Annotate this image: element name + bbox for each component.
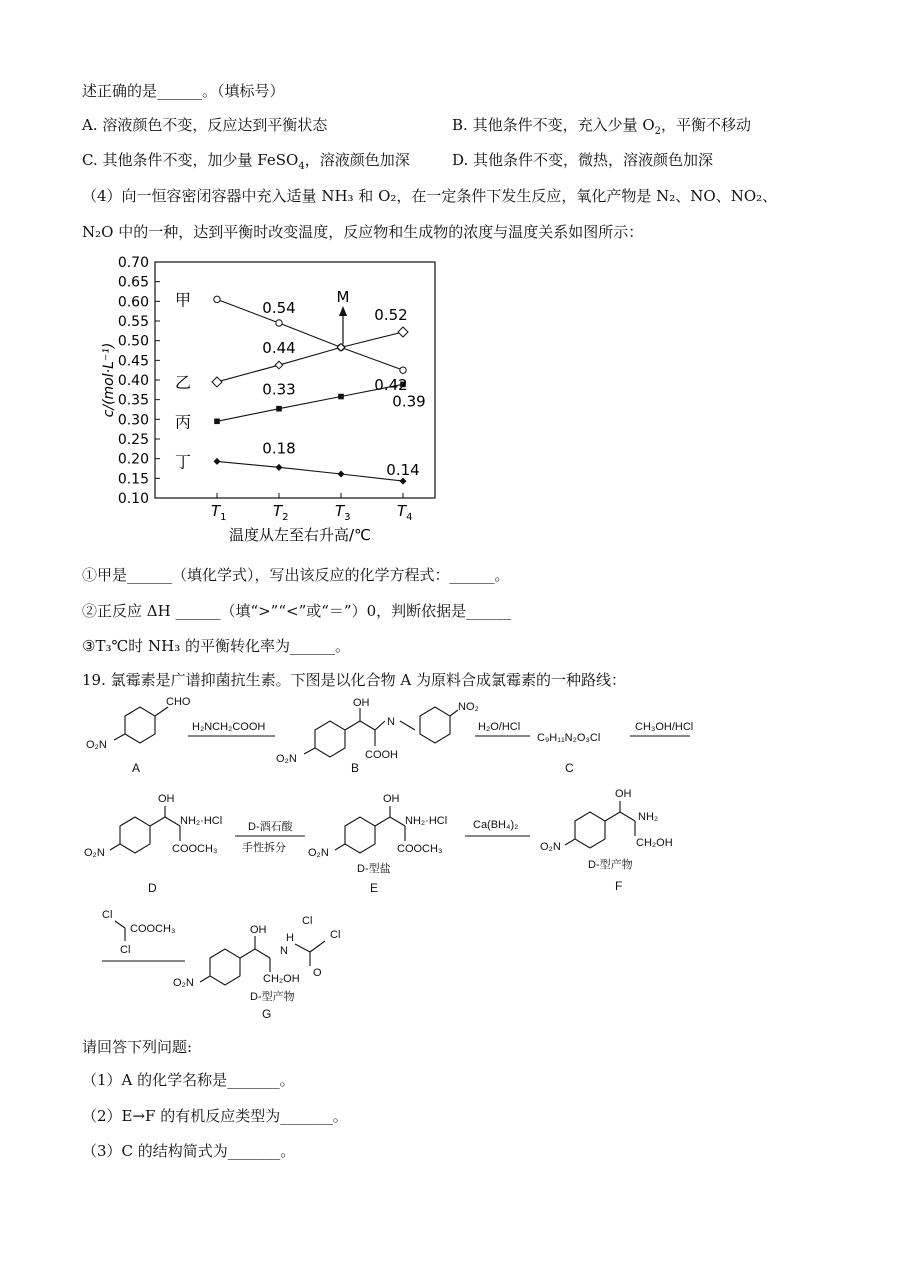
group-label: NO₂ [458,701,479,713]
series-name-label: 甲 [174,290,191,310]
data-label: 0.14 [386,461,420,480]
q19-part1: （1）A 的化学名称是_______。 [82,1071,295,1089]
group-label: OH [250,924,267,936]
compound-label-c: C [565,761,574,775]
q19-part2: （2）E→F 的有机反应类型为_______。 [82,1107,348,1125]
option-text: 其他条件不变，加少量 FeSO [102,151,299,169]
option-letter: A. [82,116,98,134]
group-label: NH₂ [638,811,659,823]
reagent-label: 手性拆分 [242,842,286,854]
group-label: O [313,967,322,979]
q19-stem: 19. 氯霉素是广谱抑菌抗生素。下图是以化合物 A 为原料合成氯霉素的一种路线： [82,671,626,689]
group-label: O₂N [276,753,297,765]
part4-line2: N₂O 中的一种，达到平衡时改变温度，反应物和生成物的浓度与温度关系如图所示： [82,223,644,241]
data-point [214,296,220,302]
option-text: ，平衡不移动 [661,116,752,134]
option-b [452,114,751,137]
answer-prompt: 请回答下列问题: [82,1038,193,1056]
subscript: 2 [654,126,662,137]
group-label: Cl [330,929,341,941]
group-label: OH [158,793,175,805]
data-point [337,344,345,352]
y-axis-ticks [118,255,160,507]
group-label: O₂N [86,739,107,751]
group-label: N [280,945,288,957]
y-tick-label: 0.45 [117,353,149,370]
y-tick-label: 0.65 [117,274,149,291]
group-label: COOCH₃ [130,923,176,935]
data-point [400,367,406,373]
compound-label-g: G [262,1007,272,1021]
compound-f-structure [565,801,635,848]
x-tick-label: $T_4$ [397,502,413,523]
group-label: O₂N [173,977,194,989]
compound-label-f: F [615,879,623,893]
y-tick-label: 0.50 [117,333,149,350]
y-tick-label: 0.15 [117,471,149,488]
reagent-label: H₂O/HCl [478,721,521,733]
group-label: Cl [120,944,131,956]
y-tick-label: 0.60 [117,294,149,311]
y-tick-label: 0.30 [117,412,149,429]
compound-sublabel-g: D-型产物 [250,991,295,1003]
data-point [276,464,283,471]
data-label: 0.39 [392,392,426,411]
series-name-label: 丁 [174,452,191,472]
data-point [275,361,283,369]
group-label: Cl [102,909,113,921]
option-text: 其他条件不变，微热，溶液颜色加深 [473,151,714,169]
group-label: O₂N [540,841,561,853]
sub-question-1: ①甲是______（填化学式），写出该反应的化学方程式：______。 [82,566,510,584]
reagent-label: Ca(BH₄)₂ [473,819,519,831]
data-point [214,419,220,425]
y-tick-label: 0.25 [117,432,149,448]
group-label: OH [615,788,632,800]
x-tick-label: $T_1$ [211,502,227,523]
option-text: 其他条件不变，充入少量 O [472,116,655,134]
synthesis-scheme [80,696,700,1026]
data-point [214,458,221,465]
data-label: 0.44 [262,339,296,358]
y-tick-label: 0.20 [117,451,149,468]
sub-question-2: ②正反应 ΔH ______（填“>”“<”或“＝”）0，判断依据是______ [82,602,512,620]
group-label: COOCH₃ [172,843,218,855]
data-label: 0.54 [262,298,296,317]
data-point [338,471,345,478]
q18-stem-end: 述正确的是______。（填标号） [82,82,285,100]
x-axis-label: 温度从左至右升高/℃ [229,526,371,544]
y-tick-label: 0.70 [117,255,149,271]
y-tick-label: 0.55 [117,314,149,330]
data-point [276,320,282,326]
group-label: O₂N [308,847,329,859]
group-label: NH₂·HCl [180,815,223,827]
data-label: 0.18 [262,439,296,458]
formula-c: C₉H₁₁N₂O₃Cl [537,732,601,744]
concentration-temperature-chart [95,250,455,550]
option-d [452,149,713,170]
option-letter: C. [82,151,98,169]
reagent-label: H₂NCH₂COOH [192,721,266,733]
group-label: COOH [365,749,398,761]
compound-e-structure [335,806,405,853]
compound-label-a: A [132,761,141,775]
group-label: O₂N [84,847,105,859]
compound-label-d: D [148,881,157,895]
y-tick-label: 0.10 [117,491,149,507]
data-point [276,406,282,412]
reagent-g-structure [115,921,125,941]
subscript: 4 [298,161,305,172]
group-label: CHO [166,696,191,708]
group-label: NH₂·HCl [405,815,448,827]
group-label: N [387,716,395,728]
data-label: 0.52 [374,306,408,325]
option-letter: D. [452,151,469,169]
data-label: 0.33 [262,380,296,399]
point-m-arrow [337,288,350,344]
data-point [398,327,408,337]
series-line [217,332,403,382]
y-axis-label: c/(mol·L⁻¹) [101,342,117,418]
series-line [217,461,403,481]
y-tick-label: 0.40 [117,373,149,389]
group-label: OH [383,793,400,805]
data-point [338,394,344,400]
group-label: Cl [302,915,313,927]
compound-label-e: E [370,881,379,895]
option-a [82,114,327,135]
data-point [212,377,222,387]
group-label: OH [353,697,370,709]
option-letter: B. [452,116,468,134]
q19-part3: （3）C 的结构简式为_______。 [82,1142,296,1160]
group-label: CH₂OH [263,973,300,985]
reagent-label: D-酒石酸 [248,821,293,833]
x-tick-label: $T_3$ [335,502,351,523]
group-label: H [286,932,294,944]
compound-d-structure [110,806,180,853]
series-name-label: 丙 [174,412,191,432]
compound-sublabel-f: D-型产物 [588,859,633,871]
group-label: COOCH₃ [397,843,443,855]
part4-line1: （4）向一恒容密闭容器中充入适量 NH₃ 和 O₂，在一定条件下发生反应，氧化产物是 N₂、NO、NO₂、 [82,187,778,205]
option-text: ，溶液颜色加深 [304,151,410,169]
option-text: 溶液颜色不变，反应达到平衡状态 [102,116,328,134]
group-label: CH₂OH [636,837,673,849]
compound-a-structure [114,707,168,743]
data-label: 0.42 [374,376,408,395]
option-c [82,149,410,172]
sub-question-3: ③T₃℃时 NH₃ 的平衡转化率为______。 [82,637,351,655]
compound-label-b: B [351,761,360,775]
reagent-label: CH₃OH/HCl [635,721,694,733]
point-m-label: M [336,288,350,306]
x-tick-label: $T_2$ [273,502,289,523]
y-tick-label: 0.35 [117,392,149,409]
series-name-label: 乙 [174,372,191,392]
compound-sublabel-e: D-型盐 [357,863,391,875]
